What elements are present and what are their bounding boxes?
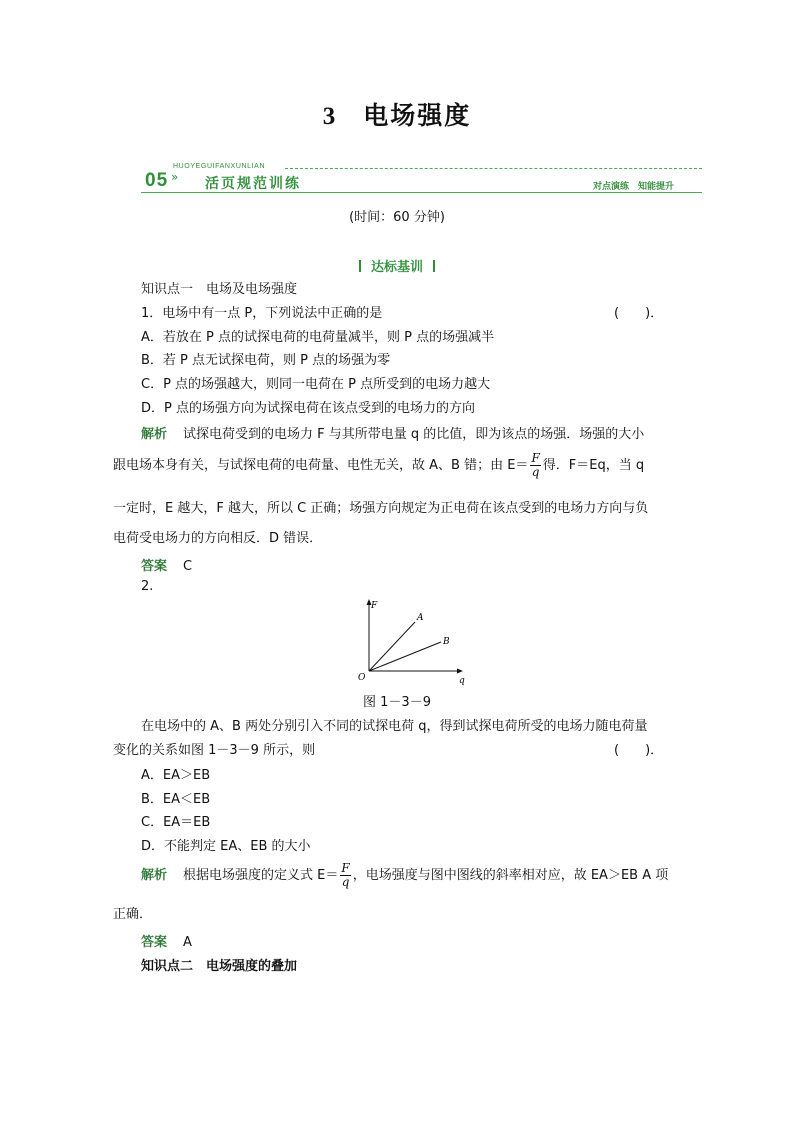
figure-label-q: q [459,676,465,686]
q1-option-b: B．若 P 点无试探电荷，则 P 点的场强为零 [141,353,391,368]
q1-analysis-label: 解析 [141,427,168,442]
knowledge-point-2: 知识点二 电场强度的叠加 [141,959,298,974]
q2-figure [355,596,475,686]
q1-analysis-text-1: 试探电荷受到的电场力 F 与其所带电量 q 的比值，即为该点的场强．场强的大小 [183,427,645,442]
q2-option-b: B．EA＜EB [141,792,211,807]
q1-option-a: A．若放在 P 点的试探电荷的电荷量减半，则 P 点的场强减半 [141,330,495,345]
q2-stem-line-1: 在电场中的 A、B 两处分别引入不同的试探电荷 q，得到试探电荷所受的电场力随电荷量 [141,719,648,734]
q1-analysis-text-2b: 得．F＝Eq，当 q [542,458,645,473]
q1-option-d: D．P 点的场强方向为试探电荷在该点受到的电场力的方向 [141,401,475,416]
q2-analysis-line-1 [141,862,668,889]
q1-analysis-line-1 [141,423,644,442]
q1-frac-den: q [531,465,540,479]
q1-analysis-line-2 [113,452,644,479]
page-title [0,96,794,132]
figure-label-b: B [443,637,450,647]
q1-stem: 1．电场中有一点 P，下列说法中正确的是 [141,306,383,321]
q2-analysis-text-1a: 根据电场强度的定义式 E＝ [183,868,339,883]
q2-analysis-line-2: 正确． [113,907,153,922]
figure-line-a [369,622,415,671]
q2-analysis-text-1b: ，电场强度与图中图线的斜率相对应，故 EA＞EB A 项 [352,868,669,883]
q1-answer-label: 答案 [141,559,168,574]
section-title: 达标基训 [370,260,423,275]
q2-answer-value: A [183,935,192,950]
q2-analysis-label: 解析 [141,868,168,883]
figure-line-b [369,642,441,671]
banner-rule [141,192,702,193]
q1-answer-paren: ( )． [614,306,664,321]
banner-tag-1: 对点演练 [593,182,630,192]
q1-analysis-line-4: 电荷受电场力的方向相反．D 错误． [113,531,323,546]
q1-analysis-text-2a: 跟电场本身有关，与试探电荷的电荷量、电性无关，故 A、B 错；由 E＝ [113,458,529,473]
figure-label-f: F [371,601,378,611]
q2-answer-label: 答案 [141,935,168,950]
q1-answer [141,555,192,574]
knowledge-point-1: 知识点一 电场及电场强度 [141,282,298,297]
banner-pinyin: HUOYEGUIFANXUNLIAN [173,163,266,170]
q1-frac-num: F [531,451,540,465]
q1-analysis-line-3: 一定时，E 越大，F 越大，所以 C 正确；场强方向规定为正电荷在该点受到的电场力方向与负 [113,501,649,516]
banner-right-tags [593,179,674,192]
q2-answer-paren: ( )． [614,743,664,758]
figure-caption: 图 1－3－9 [363,695,431,710]
q2-option-a: A．EA＞EB [141,768,211,783]
q1-answer-value: C [183,559,193,574]
q2-answer [141,931,192,950]
q2-frac-num: F [341,861,350,875]
q1-option-c: C．P 点的场强越大，则同一电荷在 P 点所受到的电场力越大 [141,377,491,392]
figure-x-arrow-icon [457,669,463,674]
q2-frac-den: q [341,875,350,889]
banner-tag-2: 知能提升 [638,182,675,192]
section-bar-left [359,260,361,272]
q2-number: 2. [141,579,154,594]
figure-label-o: O [358,673,366,683]
banner-title: 活页规范训练 [205,176,301,192]
banner-number: 05 [145,170,169,191]
time-limit: (时间：60 分钟) [349,210,445,225]
q2-option-d: D．不能判定 EA、EB 的大小 [141,839,311,854]
q1-fraction [530,452,540,479]
banner-dotted-rule [285,168,702,169]
q2-option-c: C．EA＝EB [141,815,211,830]
banner-arrow-icon: » [171,170,179,184]
title-number: 3 [322,103,338,130]
q2-stem-line-2: 变化的关系如图 1－3－9 所示，则 [113,743,316,758]
section-bar-right [433,260,435,272]
q2-fraction [340,862,350,889]
section-heading [0,256,794,275]
title-text: 电场强度 [363,101,472,130]
figure-label-a: A [417,613,424,623]
